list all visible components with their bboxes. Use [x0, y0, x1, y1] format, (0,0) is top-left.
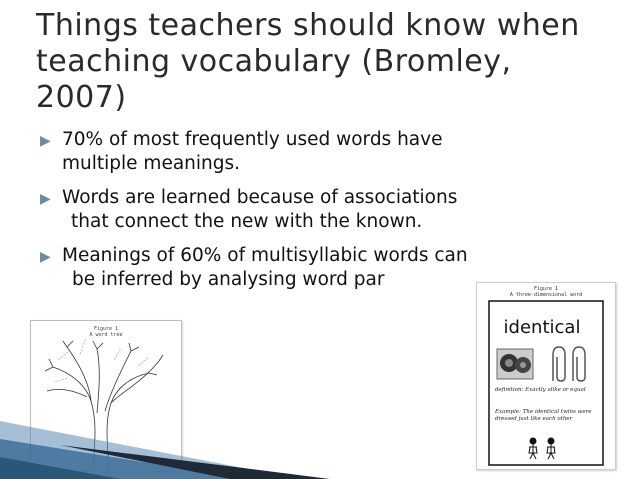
bullet-text-line-1: 70% of most frequently used words have: [62, 129, 443, 150]
arrow-bullet-icon: ▶: [40, 133, 51, 149]
card-word: identical: [503, 317, 581, 338]
bullet-text-line-1: Words are learned because of associations: [62, 187, 458, 208]
bullet-item: [40, 128, 610, 176]
bullet-item: [40, 186, 610, 234]
title-line-2: teaching vocabulary (Bromley,: [36, 44, 512, 79]
card-definition: definition: Exactly alike or equal: [495, 387, 586, 393]
slide-title: [36, 8, 626, 116]
coins-image: [497, 349, 533, 379]
svg-text:~~~~~: ~~~~~: [77, 337, 88, 356]
figure-caption-1: Figure 1: [533, 286, 559, 292]
bullet-text-line-2: that connect the new with the known.: [71, 211, 423, 232]
svg-text:~~~~: ~~~~: [111, 347, 123, 362]
arrow-bullet-icon: ▶: [40, 249, 51, 265]
title-line-1: Things teachers should know when: [36, 8, 580, 43]
bullet-text-line-2: be inferred by analysing word par: [72, 269, 385, 290]
bullet-text-line-1: Meanings of 60% of multisyllabic words can: [62, 245, 468, 266]
figure-caption-2: A three-dimensional word: [509, 292, 583, 298]
card-example: Example: The identical twins were dressed just like each other: [495, 409, 592, 422]
word-tree-drawing: [31, 321, 181, 471]
svg-text:~~~~: ~~~~: [56, 349, 70, 362]
title-line-3: 2007): [36, 80, 127, 115]
svg-text:~~~~: ~~~~: [53, 375, 69, 384]
three-dimensional-word-drawing: [477, 283, 615, 469]
word-tree-figure: [30, 320, 182, 472]
arrow-bullet-icon: ▶: [40, 191, 51, 207]
bullet-list: [40, 128, 610, 302]
figure-caption-2: A word tree: [89, 332, 123, 338]
svg-text:~~~~: ~~~~: [136, 355, 150, 368]
bullet-text-line-2: multiple meanings.: [62, 153, 241, 174]
figure-caption-1: Figure 1: [93, 326, 119, 332]
three-dimensional-word-figure: [476, 282, 616, 470]
